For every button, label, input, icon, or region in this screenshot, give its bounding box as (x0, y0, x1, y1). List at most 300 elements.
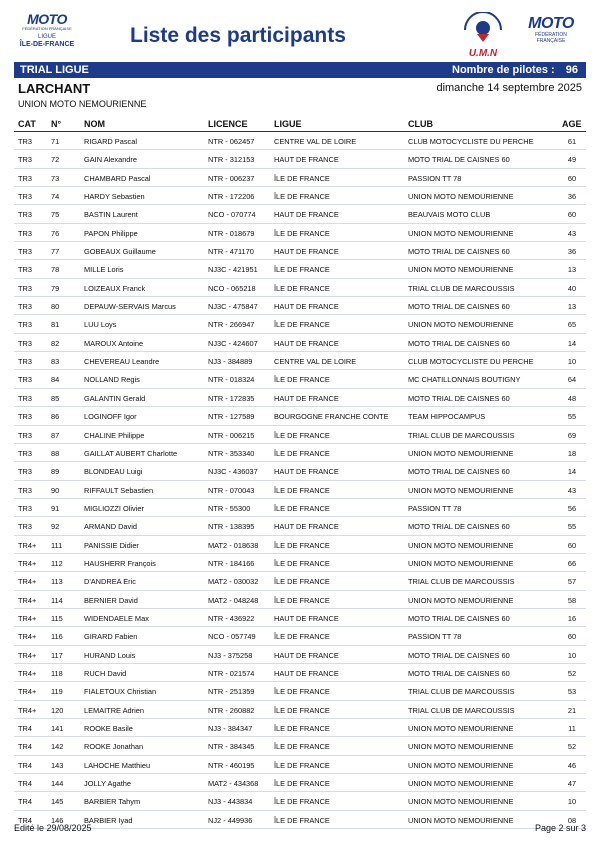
cell-licence: NTR - 006237 (208, 173, 255, 183)
cell-club: UNION MOTO NEMOURIENNE (408, 540, 514, 550)
cell-cat: TR4+ (18, 613, 37, 623)
cell-age: 10 (567, 357, 577, 367)
cell-cat: TR4+ (18, 595, 37, 605)
cell-ligue: HAUT DE FRANCE (274, 467, 339, 477)
table-row (14, 279, 586, 297)
cell-ligue: HAUT DE FRANCE (274, 613, 339, 623)
cell-club: BEAUVAIS MOTO CLUB (408, 210, 491, 220)
cell-age: 08 (567, 815, 577, 825)
table-row (14, 499, 586, 517)
cell-nom: LOGINOFF Igor (84, 412, 137, 422)
participants-table (14, 132, 586, 829)
cell-nom: BASTIN Laurent (84, 210, 138, 220)
cell-licence: NTR - 436922 (208, 613, 255, 623)
cell-licence: NTR - 062457 (208, 137, 255, 146)
cell-ligue: BOURGOGNE FRANCHE CONTE (274, 412, 389, 422)
cell-cat: TR3 (18, 320, 32, 330)
logo-left-region: ÎLE-DE-FRANCE (19, 41, 75, 48)
venue: LARCHANT (18, 81, 91, 96)
cell-nom: BARBIER Tahym (84, 797, 141, 807)
column-header-num: N° (51, 119, 62, 129)
table-row (14, 462, 586, 480)
cell-num: 72 (51, 155, 60, 165)
cell-nom: HURAND Louis (84, 650, 136, 660)
cell-club: CLUB MOTOCYCLISTE DU PERCHE (408, 137, 534, 146)
cell-age: 16 (567, 613, 577, 623)
pilots-count-label (444, 64, 578, 76)
cell-cat: TR4+ (18, 540, 37, 550)
cell-nom: BERNIER David (84, 595, 138, 605)
table-row (14, 187, 586, 205)
cell-cat: TR3 (18, 375, 32, 385)
cell-club: UNION MOTO NEMOURIENNE (408, 320, 514, 330)
cell-age: 55 (567, 412, 577, 422)
cell-age: 55 (567, 522, 577, 532)
cell-licence: NJ3 - 375258 (208, 650, 253, 660)
cell-num: 91 (51, 503, 60, 513)
table-row (14, 682, 586, 700)
cell-licence: NCO - 065218 (208, 283, 256, 293)
cell-ligue: ÎLE DE FRANCE (274, 448, 330, 458)
cell-cat: TR3 (18, 412, 32, 422)
cell-ligue: ÎLE DE FRANCE (274, 797, 330, 807)
cell-ligue: ÎLE DE FRANCE (274, 595, 330, 605)
cell-num: 143 (51, 760, 64, 770)
cell-age: 36 (567, 192, 577, 202)
table-row (14, 792, 586, 810)
cell-age: 52 (567, 742, 577, 752)
cell-age: 64 (567, 375, 577, 385)
cell-num: 78 (51, 265, 60, 275)
cell-club: MOTO TRIAL DE CAISNES 60 (408, 155, 510, 165)
cell-nom: HAUSHERR François (84, 558, 156, 568)
cell-ligue: ÎLE DE FRANCE (274, 228, 330, 238)
cell-licence: NTR - 460195 (208, 760, 255, 770)
table-row (14, 811, 586, 829)
cell-licence: NTR - 018324 (208, 375, 255, 385)
cell-club: PASSION TT 78 (408, 503, 462, 513)
cell-licence: NCO - 057749 (208, 632, 256, 642)
cell-ligue: HAUT DE FRANCE (274, 302, 339, 312)
cell-ligue: ÎLE DE FRANCE (274, 687, 330, 697)
cell-num: 117 (51, 650, 63, 660)
cell-age: 14 (567, 338, 577, 348)
cell-nom: ROOKE Basile (84, 724, 133, 733)
cell-nom: CHALINE Philippe (84, 430, 145, 440)
cell-nom: BLONDEAU Luigi (84, 467, 143, 477)
cell-licence: NCO - 070774 (208, 210, 256, 220)
table-row (14, 224, 586, 242)
cell-nom: MIGLIOZZI Olivier (84, 503, 144, 513)
cell-age: 11 (568, 724, 576, 733)
cell-age: 52 (567, 668, 577, 678)
cell-age: 49 (567, 155, 577, 165)
cell-nom: ROOKE Jonathan (84, 742, 144, 752)
table-row (14, 627, 586, 645)
cell-ligue: ÎLE DE FRANCE (274, 192, 330, 202)
cell-cat: TR4 (18, 760, 32, 770)
cell-club: UNION MOTO NEMOURIENNE (408, 448, 514, 458)
cell-num: 71 (51, 137, 60, 146)
table-row (14, 169, 586, 187)
cell-age: 47 (567, 779, 577, 789)
cell-licence: MAT2 - 434368 (208, 779, 259, 789)
cell-num: 118 (51, 668, 63, 678)
table-row (14, 297, 586, 315)
cell-cat: TR3 (18, 393, 32, 403)
cell-club: PASSION TT 78 (408, 632, 462, 642)
cell-num: 79 (51, 283, 60, 293)
table-row (14, 444, 586, 462)
cell-club: UNION MOTO NEMOURIENNE (408, 228, 514, 238)
cell-num: 114 (51, 595, 63, 605)
cell-licence: NJ3 - 384347 (208, 724, 253, 733)
table-row (14, 315, 586, 333)
logo-left-small: FÉDÉRATION FRANÇAISE (22, 26, 72, 31)
cell-age: 13 (567, 265, 577, 275)
cell-club: UNION MOTO NEMOURIENNE (408, 595, 514, 605)
table-row (14, 664, 586, 682)
cell-num: 120 (51, 705, 64, 715)
cell-cat: TR4+ (18, 687, 37, 697)
table-row (14, 774, 586, 792)
cell-nom: JOLLY Agathe (84, 779, 131, 789)
cell-ligue: ÎLE DE FRANCE (274, 320, 330, 330)
cell-cat: TR3 (18, 522, 32, 532)
cell-num: 141 (51, 724, 64, 733)
event-type: TRIAL LIGUE (20, 64, 89, 76)
cell-ligue: ÎLE DE FRANCE (274, 577, 330, 587)
cell-ligue: ÎLE DE FRANCE (274, 430, 330, 440)
table-row (14, 481, 586, 499)
cell-cat: TR4 (18, 742, 32, 752)
cell-nom: GALANTIN Gerald (84, 393, 146, 403)
table-row (14, 205, 586, 223)
cell-ligue: ÎLE DE FRANCE (274, 558, 330, 568)
cell-club: TRIAL CLUB DE MARCOUSSIS (408, 577, 515, 587)
cell-cat: TR3 (18, 155, 32, 165)
table-row (14, 554, 586, 572)
cell-ligue: ÎLE DE FRANCE (274, 632, 330, 642)
cell-num: 144 (51, 779, 64, 789)
cell-age: 14 (567, 467, 577, 477)
cell-age: 60 (567, 632, 577, 642)
cell-licence: NTR - 55300 (208, 503, 251, 513)
cell-num: 86 (51, 412, 60, 422)
cell-age: 43 (567, 485, 577, 495)
cell-cat: TR3 (18, 302, 32, 312)
cell-licence: NTR - 138395 (208, 522, 255, 532)
cell-nom: NOLLAND Regis (84, 375, 140, 385)
logo-right-small: FÉDÉRATION FRANÇAISE (535, 32, 567, 44)
cell-num: 87 (51, 430, 60, 440)
cell-ligue: HAUT DE FRANCE (274, 210, 339, 220)
table-row (14, 719, 586, 737)
cell-nom: PANISSIE Didier (84, 540, 139, 550)
page-title: Liste des participants (130, 24, 346, 47)
cell-licence: NTR - 172206 (208, 192, 255, 202)
cell-age: 60 (567, 173, 577, 183)
cell-ligue: ÎLE DE FRANCE (274, 760, 330, 770)
cell-num: 75 (51, 210, 60, 220)
cell-ligue: HAUT DE FRANCE (274, 650, 339, 660)
table-row (14, 242, 586, 260)
logo-right-brand: MOTO (528, 15, 574, 32)
cell-num: 84 (51, 375, 60, 385)
cell-num: 82 (51, 338, 60, 348)
cell-ligue: HAUT DE FRANCE (274, 522, 339, 532)
cell-age: 60 (567, 210, 577, 220)
table-row (14, 591, 586, 609)
table-row (14, 572, 586, 590)
cell-club: UNION MOTO NEMOURIENNE (408, 558, 514, 568)
table-row (14, 609, 586, 627)
cell-ligue: HAUT DE FRANCE (274, 668, 339, 678)
cell-club: MOTO TRIAL DE CAISNES 60 (408, 650, 510, 660)
table-row (14, 407, 586, 425)
cell-club: TRIAL CLUB DE MARCOUSSIS (408, 430, 515, 440)
cell-licence: MAT2 - 048248 (208, 595, 259, 605)
cell-club: MOTO TRIAL DE CAISNES 60 (408, 668, 510, 678)
cell-club: UNION MOTO NEMOURIENNE (408, 485, 514, 495)
cell-ligue: HAUT DE FRANCE (274, 155, 339, 165)
table-row (14, 701, 586, 719)
cell-num: 113 (51, 577, 63, 587)
cell-ligue: ÎLE DE FRANCE (274, 724, 330, 733)
cell-cat: TR3 (18, 467, 32, 477)
cell-num: 119 (51, 687, 63, 697)
column-header-club: CLUB (408, 119, 433, 129)
cell-age: 43 (567, 228, 577, 238)
column-header-age: AGE (562, 119, 582, 129)
cell-num: 76 (51, 228, 60, 238)
cell-num: 85 (51, 393, 60, 403)
cell-licence: NTR - 184166 (208, 558, 255, 568)
cell-club: MOTO TRIAL DE CAISNES 60 (408, 247, 510, 257)
cell-nom: MILLE Loris (84, 265, 124, 275)
cell-cat: TR3 (18, 265, 32, 275)
cell-licence: NJ2 - 449936 (208, 815, 253, 825)
cell-club: UNION MOTO NEMOURIENNE (408, 742, 514, 752)
cell-num: 90 (51, 485, 60, 495)
column-header-licence: LICENCE (208, 119, 248, 129)
cell-licence: NTR - 353340 (208, 448, 255, 458)
cell-nom: RUCH David (84, 668, 127, 678)
cell-cat: TR4+ (18, 668, 37, 678)
cell-club: MOTO TRIAL DE CAISNES 60 (408, 302, 510, 312)
table-row (14, 536, 586, 554)
cell-age: 13 (567, 302, 577, 312)
cell-ligue: ÎLE DE FRANCE (274, 540, 330, 550)
cell-num: 73 (51, 173, 60, 183)
cell-ligue: ÎLE DE FRANCE (274, 503, 330, 513)
cell-club: UNION MOTO NEMOURIENNE (408, 265, 514, 275)
cell-num: 145 (51, 797, 64, 807)
cell-licence: NJ3C - 421951 (208, 265, 258, 275)
cell-nom: GAIN Alexandre (84, 155, 137, 165)
cell-age: 53 (567, 687, 577, 697)
cell-nom: LAHOCHE Matthieu (84, 760, 151, 770)
cell-age: 60 (567, 540, 577, 550)
logo-left-ligue: LIGUE (37, 34, 56, 40)
cell-nom: PAPON Philippe (84, 228, 138, 238)
cell-nom: MAROUX Antoine (84, 338, 144, 348)
umn-logo-text: U.M.N (468, 48, 498, 59)
event-date: dimanche 14 septembre 2025 (436, 82, 582, 94)
cell-nom: GAILLAT AUBERT Charlotte (84, 448, 178, 458)
cell-cat: TR4+ (18, 577, 37, 587)
cell-ligue: HAUT DE FRANCE (274, 338, 339, 348)
cell-ligue: ÎLE DE FRANCE (274, 779, 330, 789)
cell-cat: TR3 (18, 137, 32, 146)
cell-licence: NTR - 127589 (208, 412, 255, 422)
cell-cat: TR3 (18, 430, 32, 440)
cell-club: MOTO TRIAL DE CAISNES 60 (408, 393, 510, 403)
ffm-ligue-idf-logo (14, 12, 80, 58)
cell-age: 57 (567, 577, 577, 587)
cell-num: 111 (51, 540, 63, 550)
table-row (14, 426, 586, 444)
cell-licence: NJ3C - 475847 (208, 302, 258, 312)
cell-cat: TR3 (18, 338, 32, 348)
cell-age: 21 (567, 705, 577, 715)
cell-ligue: HAUT DE FRANCE (274, 393, 339, 403)
cell-age: 58 (567, 595, 577, 605)
cell-club: MOTO TRIAL DE CAISNES 60 (408, 467, 510, 477)
cell-cat: TR4 (18, 779, 32, 789)
cell-num: 88 (51, 448, 60, 458)
table-row (14, 646, 586, 664)
cell-club: MOTO TRIAL DE CAISNES 60 (408, 613, 510, 623)
cell-licence: NTR - 471170 (208, 247, 254, 257)
cell-cat: TR4+ (18, 632, 37, 642)
table-row (14, 737, 586, 755)
cell-club: CLUB MOTOCYCLISTE DU PERCHE (408, 357, 534, 367)
cell-num: 77 (51, 247, 60, 257)
cell-num: 74 (51, 192, 60, 202)
cell-ligue: ÎLE DE FRANCE (274, 815, 330, 825)
cell-cat: TR3 (18, 210, 32, 220)
cell-age: 66 (567, 558, 577, 568)
cell-nom: GOBEAUX Guillaume (84, 247, 156, 257)
cell-licence: NTR - 251359 (208, 687, 255, 697)
cell-licence: NTR - 172835 (208, 393, 255, 403)
cell-licence: NJ3 - 443834 (208, 797, 253, 807)
cell-nom: WIDENDAELE Max (84, 613, 149, 623)
cell-cat: TR4+ (18, 705, 37, 715)
cell-licence: NJ3C - 424607 (208, 338, 258, 348)
column-header-cat: CAT (18, 119, 36, 129)
cell-age: 10 (567, 650, 577, 660)
cell-club: MOTO TRIAL DE CAISNES 60 (408, 522, 510, 532)
cell-club: PASSION TT 78 (408, 173, 462, 183)
cell-num: 112 (51, 558, 63, 568)
table-row (14, 260, 586, 278)
cell-cat: TR3 (18, 192, 32, 202)
table-row (14, 370, 586, 388)
cell-nom: HARDY Sebastien (84, 192, 145, 202)
cell-num: 116 (51, 632, 63, 642)
cell-age: 46 (567, 760, 577, 770)
cell-club: UNION MOTO NEMOURIENNE (408, 797, 514, 807)
cell-cat: TR4 (18, 815, 32, 825)
cell-ligue: ÎLE DE FRANCE (274, 283, 330, 293)
cell-cat: TR3 (18, 485, 32, 495)
table-row (14, 132, 586, 150)
page-number: Page 2 sur 3 (534, 823, 586, 833)
cell-nom: ARMAND David (84, 522, 137, 532)
cell-licence: NTR - 021574 (208, 668, 255, 678)
cell-cat: TR4 (18, 724, 32, 733)
cell-ligue: ÎLE DE FRANCE (274, 742, 330, 752)
cell-num: 115 (51, 613, 63, 623)
cell-cat: TR3 (18, 173, 32, 183)
cell-num: 146 (51, 815, 64, 825)
ffm-logo (521, 16, 581, 56)
cell-nom: D'ANDREA Eric (84, 577, 136, 587)
cell-cat: TR3 (18, 357, 32, 367)
cell-age: 69 (567, 430, 577, 440)
cell-licence: NTR - 260882 (208, 705, 255, 715)
cell-club: TRIAL CLUB DE MARCOUSSIS (408, 283, 515, 293)
cell-num: 92 (51, 522, 60, 532)
cell-nom: LOIZEAUX Franck (84, 283, 146, 293)
cell-age: 61 (567, 137, 577, 146)
cell-licence: NTR - 384345 (208, 742, 255, 752)
cell-club: UNION MOTO NEMOURIENNE (408, 779, 514, 789)
cell-age: 10 (567, 797, 577, 807)
cell-nom: LEMAITRE Adrien (84, 705, 144, 715)
cell-ligue: HAUT DE FRANCE (274, 247, 339, 257)
table-row (14, 334, 586, 352)
cell-cat: TR3 (18, 503, 32, 513)
cell-licence: MAT2 - 030032 (208, 577, 259, 587)
cell-club: UNION MOTO NEMOURIENNE (408, 192, 514, 202)
cell-club: TRIAL CLUB DE MARCOUSSIS (408, 687, 515, 697)
cell-age: 65 (567, 320, 577, 330)
cell-licence: NTR - 006215 (208, 430, 255, 440)
cell-club: MOTO TRIAL DE CAISNES 60 (408, 338, 510, 348)
cell-nom: CHEVEREAU Leandre (84, 357, 160, 367)
cell-club: MC CHATILLONNAIS BOUTIGNY (408, 375, 521, 385)
cell-nom: BARBIER Iyad (84, 815, 133, 825)
cell-ligue: ÎLE DE FRANCE (274, 705, 330, 715)
cell-num: 83 (51, 357, 60, 367)
column-header-ligue: LIGUE (274, 119, 302, 129)
cell-club: UNION MOTO NEMOURIENNE (408, 724, 514, 733)
cell-club: UNION MOTO NEMOURIENNE (408, 815, 514, 825)
cell-nom: FIALETOUX Christian (84, 687, 157, 697)
cell-cat: TR3 (18, 228, 32, 238)
cell-club: TRIAL CLUB DE MARCOUSSIS (408, 705, 515, 715)
cell-nom: RIFFAULT Sebastien (84, 485, 154, 495)
cell-cat: TR4+ (18, 558, 37, 568)
cell-licence: NTR - 070043 (208, 485, 255, 495)
cell-nom: CHAMBARD Pascal (84, 173, 151, 183)
cell-nom: LUU Loys (84, 320, 117, 330)
cell-licence: NTR - 266947 (208, 320, 255, 330)
cell-licence: NJ3C - 436037 (208, 467, 258, 477)
cell-nom: RIGARD Pascal (84, 137, 137, 146)
cell-ligue: CENTRE VAL DE LOIRE (274, 137, 357, 146)
cell-club: TEAM HIPPOCAMPUS (408, 412, 486, 422)
cell-cat: TR3 (18, 283, 32, 293)
cell-ligue: CENTRE VAL DE LOIRE (274, 357, 357, 367)
column-header-nom: NOM (84, 119, 105, 129)
organizer: UNION MOTO NEMOURIENNE (18, 99, 147, 109)
cell-licence: NTR - 312153 (208, 155, 255, 165)
table-row (14, 517, 586, 535)
